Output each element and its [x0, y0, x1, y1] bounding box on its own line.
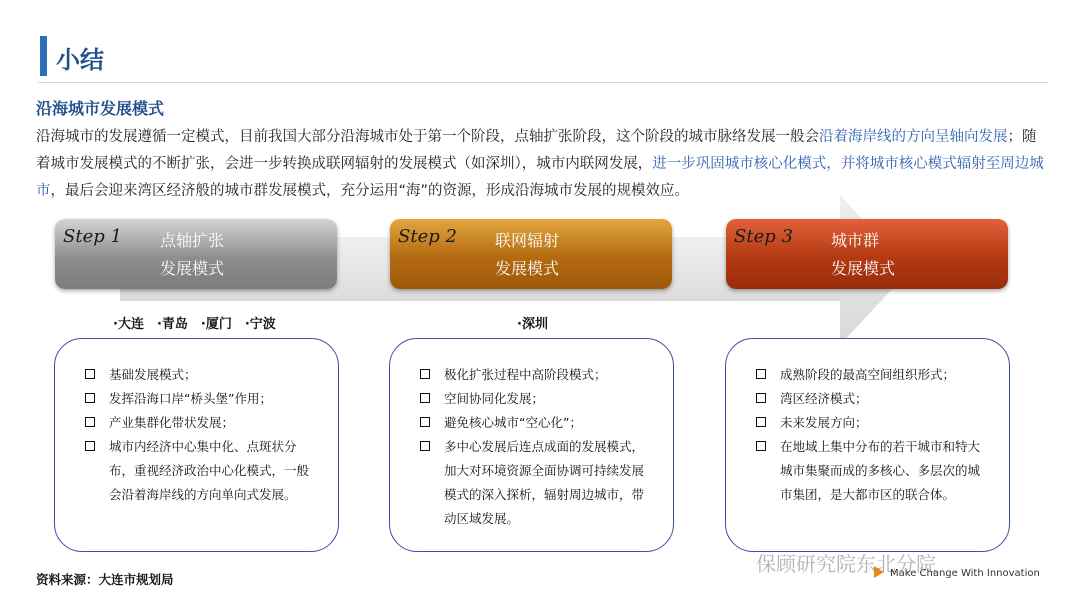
- checkbox-icon: [420, 417, 430, 427]
- step-3-title-line-1: 城市群: [831, 231, 880, 250]
- step-3-bullet: [756, 435, 986, 507]
- bullet-text: 在地域上集中分布的若干城市和特大城市集聚而成的多核心、多层次的城市集团，是大都市区的联合体。: [780, 439, 981, 502]
- step-2-bullet: [420, 411, 650, 435]
- flag-icon: [874, 566, 884, 578]
- checkbox-icon: [85, 441, 95, 451]
- checkbox-icon: [420, 393, 430, 403]
- step-2-banner: [390, 219, 672, 289]
- paragraph-part-1: 沿海城市的发展遵循一定模式，目前我国大部分沿海城市处于第一个阶段，点轴扩张阶段，这个阶段的城市脉络发展一般会: [36, 129, 819, 145]
- brand-watermark: 保顾研究院东北分院: [756, 552, 936, 576]
- step-1-title: [160, 227, 300, 283]
- step-3-bullet: [756, 411, 986, 435]
- footer-tagline: Make Change With Innovation: [890, 568, 1040, 579]
- page-title: 小结: [56, 46, 104, 74]
- bullet-text: 成熟阶段的最高空间组织形式；: [780, 367, 956, 382]
- step-2-label: Step 2: [398, 226, 457, 247]
- paragraph-highlight-2: 进一步巩固城市核心化模式，并将城市核心模式辐射至周边城市: [36, 156, 1044, 199]
- checkbox-icon: [85, 369, 95, 379]
- step-3-bullet: [756, 387, 986, 411]
- bullet-text: 极化扩张过程中高阶段模式；: [444, 367, 607, 382]
- bullet-text: 基础发展模式；: [109, 367, 197, 382]
- paragraph-part-2: ；随着城市发展模式的不断扩张，会进一步转换成联网辐射的发展模式（如深圳），城市内联网发展，: [36, 129, 1037, 172]
- paragraph-part-3: ，最后会迎来湾区经济般的城市群发展模式，充分运用“海”的资源，形成沿海城市发展的规模效应。: [50, 183, 690, 199]
- step-1-card: [54, 338, 339, 552]
- step-3-card: [725, 338, 1010, 552]
- bullet-text: 避免核心城市“空心化”；: [444, 415, 582, 430]
- checkbox-icon: [756, 417, 766, 427]
- bullet-text: 发挥沿海口岸“桥头堡”作用；: [109, 391, 272, 406]
- bullet-text: 产业集群化带状发展；: [109, 415, 235, 430]
- step-1-banner: [55, 219, 337, 289]
- step-2-bullet: [420, 435, 650, 531]
- section-subtitle: 沿海城市发展模式: [36, 99, 165, 118]
- bullet-text: 未来发展方向；: [780, 415, 868, 430]
- checkbox-icon: [756, 393, 766, 403]
- step-2-card: [389, 338, 674, 552]
- step-3-label: Step 3: [734, 226, 793, 247]
- step-2-title-line-2: 发展模式: [495, 259, 560, 278]
- step-3-bullet: [756, 363, 986, 387]
- bullet-text: 多中心发展后连点成面的发展模式，加大对环境资源全面协调可持续发展模式的深入探析，辐射周边城市，带动区域发展。: [444, 439, 645, 526]
- title-accent-bar: [40, 36, 47, 76]
- title-divider: [38, 82, 1048, 83]
- step-3-banner: [726, 219, 1008, 289]
- step-1-title-line-1: 点轴扩张: [160, 231, 225, 250]
- step-1-label: Step 1: [63, 226, 122, 247]
- bullet-text: 城市内经济中心集中化、点斑状分布，重视经济政治中心化模式，一般会沿着海岸线的方向单向式发展。: [109, 439, 310, 502]
- summary-paragraph: [36, 124, 1046, 205]
- checkbox-icon: [85, 393, 95, 403]
- step-1-cities: ·大连 ·青岛 ·厦门 ·宁波: [113, 317, 276, 332]
- paragraph-highlight-1: 沿着海岸线的方向呈轴向发展: [819, 129, 1008, 145]
- checkbox-icon: [756, 441, 766, 451]
- step-2-bullet: [420, 387, 650, 411]
- step-1-bullet: [85, 435, 315, 507]
- checkbox-icon: [420, 369, 430, 379]
- step-1-title-line-2: 发展模式: [160, 259, 225, 278]
- step-2-bullet: [420, 363, 650, 387]
- step-3-title: [831, 227, 971, 283]
- step-2-title-line-1: 联网辐射: [495, 231, 560, 250]
- step-1-bullet: [85, 411, 315, 435]
- checkbox-icon: [420, 441, 430, 451]
- step-1-bullet: [85, 387, 315, 411]
- step-2-cities: ·深圳: [517, 317, 548, 332]
- source-note: 资料来源：大连市规划局: [36, 572, 174, 587]
- bullet-text: 湾区经济模式；: [780, 391, 868, 406]
- bullet-text: 空间协同化发展；: [444, 391, 545, 406]
- step-1-bullet: [85, 363, 315, 387]
- checkbox-icon: [85, 417, 95, 427]
- checkbox-icon: [756, 369, 766, 379]
- step-2-title: [495, 227, 635, 283]
- step-3-title-line-2: 发展模式: [831, 259, 896, 278]
